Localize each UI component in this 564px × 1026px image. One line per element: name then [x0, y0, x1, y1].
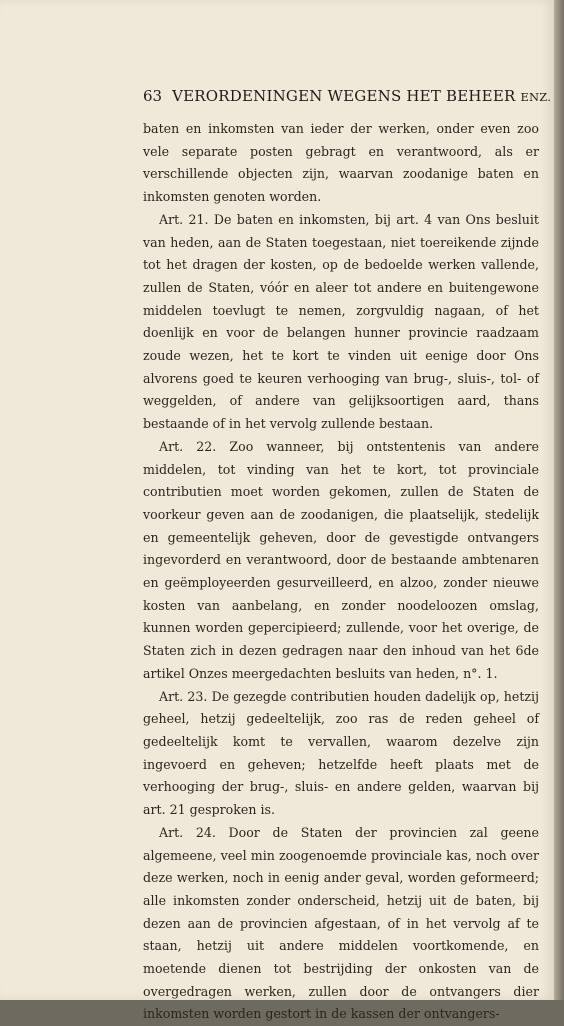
article-23: Art. 23. De gezegde contributien houden dadelijk op, hetzij geheel, hetzij gedeeltelijk, zoo ras de reden geheel of gedeeltelijk komt te vervallen, waarom dezelve zijn ingevoerd en geheven; hetzelfde heeft plaats met de verhooging der brug-, sluis- en andere gelden, waarvan bij art. 21 gesproken is.	[143, 688, 539, 818]
page-edge	[554, 0, 564, 1000]
page-number: 63	[143, 87, 163, 105]
paragraph-continuation: baten en inkomsten van ieder der werken, onder even zoo vele separate posten gebragt en verantwoord, als er verschillende objecten zijn, waarvan zoodanige baten en inkomsten genoten worden.	[143, 121, 539, 205]
article-22: Art. 22. Zoo wanneer, bij ontstentenis van andere middelen, tot vinding van het te kort, tot provinciale contributien moet worden gekomen, zullen de Staten de voorkeur geven aan de zoodanigen, die plaatselijk, stedelijk en gemeentelijk geheven, door de gevestigde ontvangers ingevorderd en verantwoord, door de bestaande ambtenaren en geëmployeerden gesurveilleerd, en alzoo, zonder nieuwe kosten van aanbelang, en zonder noodeloozen omslag, kunnen worden gepercipieerd; zullende, voor het overige, de Staten zich in dezen gedragen naar den inhoud van het 6de artikel Onzes meergedachten besluits van heden, n°. 1.	[143, 438, 539, 681]
running-title	[172, 87, 551, 105]
running-title-main: VERORDENINGEN WEGENS HET BEHEER	[172, 87, 516, 105]
article-24: Art. 24. Door de Staten der provincien zal geene algemeene, veel min zoogenoemde provinciale kas, noch over deze werken, noch in eenig ander geval, worden geformeerd; alle inkomsten zonder onderscheid, hetzij uit de baten, bij dezen aan de provincien afgestaan, of in het vervolg af te staan, hetzij uit andere middelen voortkomende, en moetende dienen tot bestrijding der onkosten van de overgedragen werken, zullen door de ontvangers dier inkomsten worden gestort in de kassen der ontvangers-	[143, 824, 539, 1022]
page-header	[143, 87, 552, 105]
article-21: Art. 21. De baten en inkomsten, bij art. 4 van Ons besluit van heden, aan de Staten toegestaan, niet toereikende zijnde tot het dragen der kosten, op de bedoelde werken vallende, zullen de Staten, vóór en aleer tot andere en buitengewone middelen toevlugt te nemen, zorgvuldig nagaan, of het doenlijk en voor de belangen hunner provincie raadzaam zoude wezen, het te kort te vinden uit eenige door Ons alvorens goed te keuren verhooging van brug-, sluis-, tol- of weggelden, of andere van gelijksoortigen aard, thans bestaande of in het vervolg zullende bestaan.	[143, 211, 539, 432]
body-text	[143, 118, 539, 1026]
running-title-suffix: ENZ.	[520, 90, 552, 104]
